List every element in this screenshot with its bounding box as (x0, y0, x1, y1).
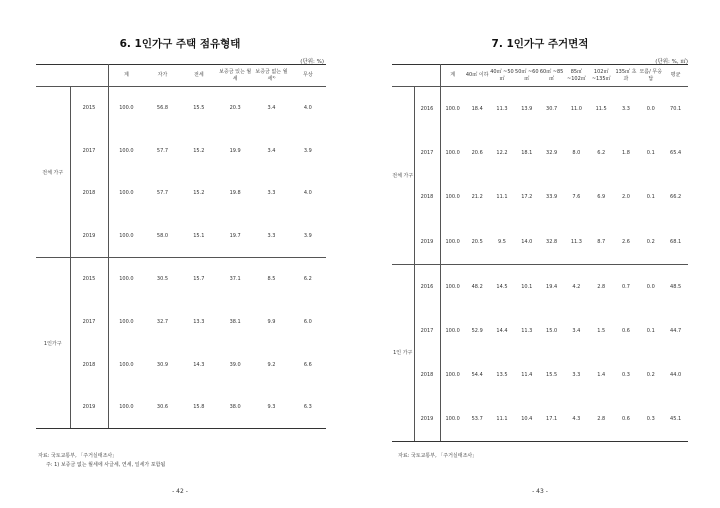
value-cell: 6.2 (597, 150, 606, 157)
page-number: - 42 - (172, 488, 188, 495)
value-cell: 3.3 (267, 190, 276, 197)
value-cell: 3.4 (572, 327, 581, 334)
value-cell: 100.0 (445, 372, 460, 379)
year-cell: 2015 (70, 258, 108, 301)
value-cell: 4.0 (303, 190, 312, 197)
group-label: 전체 가구 (392, 87, 414, 265)
group-label: 1인 가구 (392, 264, 414, 442)
value-cell: 100.0 (119, 147, 134, 154)
col-header: 무상 (290, 65, 326, 87)
value-cell: 0.6 (614, 397, 639, 441)
page-title: 6. 1인가구 주택 점유형태 (119, 38, 241, 50)
value-cell: 4.2 (572, 283, 581, 290)
value-cell: 3.3 (622, 105, 630, 112)
year-cell: 2019 (414, 397, 440, 441)
source-note: 자료: 국토교통부, 「주거실태조사」 (398, 453, 478, 459)
value-cell: 19.9 (229, 147, 241, 154)
table-row (392, 308, 688, 352)
unit-label: (단위: %) (300, 59, 324, 65)
value-cell: 9.5 (490, 220, 515, 264)
value-cell: 100.0 (445, 283, 460, 290)
year-cell: 2019 (70, 386, 108, 429)
col-header: 계 (108, 65, 144, 87)
value-cell: 18.1 (521, 150, 533, 157)
value-cell: 38.0 (217, 386, 253, 429)
table-row (392, 131, 688, 175)
year-cell: 2018 (70, 172, 108, 215)
value-cell: 0.3 (622, 372, 630, 379)
value-cell: 11.5 (595, 105, 607, 112)
table-row (36, 129, 326, 172)
value-cell: 15.8 (181, 386, 217, 429)
value-cell: 15.2 (193, 190, 205, 197)
value-cell: 58.0 (144, 215, 180, 258)
value-cell: 15.7 (193, 276, 205, 283)
value-cell: 3.9 (303, 147, 312, 154)
value-cell: 19.4 (546, 283, 558, 290)
value-cell: 0.1 (646, 194, 655, 201)
col-header: 자가 (144, 65, 180, 87)
value-cell: 0.1 (646, 327, 655, 334)
year-cell: 2018 (70, 343, 108, 386)
value-cell: 11.3 (564, 220, 589, 264)
col-header: 40㎡ 이하 (465, 65, 490, 87)
value-cell: 6.2 (303, 276, 312, 283)
value-cell: 1.5 (597, 327, 606, 334)
year-cell: 2017 (70, 300, 108, 343)
value-cell: 30.5 (156, 276, 169, 283)
year-cell: 2017 (70, 129, 108, 172)
value-cell: 100.0 (119, 276, 134, 283)
value-cell: 20.5 (465, 220, 490, 264)
value-cell: 100.0 (108, 386, 144, 429)
year-cell: 2019 (70, 215, 108, 258)
value-cell: 15.1 (181, 215, 217, 258)
table-row (36, 87, 326, 130)
value-cell: 3.3 (572, 372, 581, 379)
page-number: - 43 - (532, 488, 548, 495)
year-cell: 2017 (414, 131, 440, 175)
value-cell: 15.5 (546, 372, 558, 379)
col-header: 계 (440, 65, 465, 87)
value-cell: 4.3 (564, 397, 589, 441)
value-cell: 32.7 (156, 318, 169, 325)
value-cell: 15.0 (546, 327, 558, 334)
value-cell: 3.3 (253, 215, 289, 258)
value-cell: 17.1 (539, 397, 564, 441)
value-cell: 17.2 (521, 194, 533, 201)
floor-area-table (392, 64, 688, 442)
value-cell: 44.7 (670, 327, 682, 334)
value-cell: 13.5 (496, 372, 508, 379)
value-cell: 100.0 (440, 220, 465, 264)
col-header: 60㎡ ~85㎡ (539, 65, 564, 87)
value-cell: 32.9 (546, 150, 558, 157)
unit-label: (단위: %, ㎡) (655, 59, 688, 65)
value-cell: 21.2 (471, 194, 483, 201)
value-cell: 10.4 (514, 397, 539, 441)
table-row (36, 386, 326, 429)
value-cell: 3.9 (290, 215, 326, 258)
group-label: 전체 가구 (36, 87, 70, 258)
table-row (392, 87, 688, 131)
value-cell: 38.1 (229, 318, 241, 325)
value-cell: 53.7 (465, 397, 490, 441)
year-cell: 2018 (414, 353, 440, 397)
value-cell: 2.8 (589, 397, 614, 441)
value-cell: 37.1 (229, 276, 241, 283)
table-row (36, 343, 326, 386)
value-cell: 39.0 (229, 361, 241, 368)
value-cell: 13.3 (193, 318, 205, 325)
value-cell: 2.6 (614, 220, 639, 264)
value-cell: 10.1 (521, 283, 533, 290)
tenure-table (36, 64, 326, 429)
value-cell: 0.2 (646, 372, 655, 379)
value-cell: 4.0 (303, 105, 312, 112)
page-title: 7. 1인가구 주거면적 (491, 38, 589, 50)
header-blank (392, 65, 440, 87)
year-cell: 2019 (414, 220, 440, 264)
value-cell: 7.6 (572, 194, 581, 201)
col-header: 보증금 있는 월세 (217, 65, 253, 87)
value-cell: 30.9 (156, 361, 169, 368)
col-header: 보증금 없는 월세¹⁾ (253, 65, 289, 87)
value-cell: 0.0 (646, 283, 655, 290)
value-cell: 15.2 (193, 147, 205, 154)
value-cell: 3.4 (267, 105, 276, 112)
value-cell: 30.6 (144, 386, 180, 429)
value-cell: 0.2 (638, 220, 663, 264)
value-cell: 45.1 (663, 397, 688, 441)
value-cell: 11.1 (496, 194, 508, 201)
value-cell: 100.0 (445, 327, 460, 334)
value-cell: 48.5 (670, 283, 682, 290)
value-cell: 57.7 (156, 190, 169, 197)
value-cell: 20.6 (471, 150, 483, 157)
value-cell: 14.5 (496, 283, 508, 290)
header-blank (36, 65, 108, 87)
value-cell: 48.2 (471, 283, 483, 290)
value-cell: 6.6 (303, 361, 312, 368)
table-row (392, 220, 688, 264)
value-cell: 19.7 (217, 215, 253, 258)
value-cell: 57.7 (156, 147, 169, 154)
value-cell: 11.1 (490, 397, 515, 441)
value-cell: 2.0 (622, 194, 630, 201)
year-cell: 2018 (414, 175, 440, 219)
value-cell: 6.3 (290, 386, 326, 429)
value-cell: 30.7 (546, 105, 558, 112)
value-cell: 8.7 (589, 220, 614, 264)
year-cell: 2016 (414, 87, 440, 131)
page-43 (360, 0, 720, 508)
value-cell: 19.8 (229, 190, 241, 197)
value-cell: 13.9 (521, 105, 533, 112)
value-cell: 54.4 (471, 372, 483, 379)
year-cell: 2015 (70, 87, 108, 130)
year-cell: 2017 (414, 308, 440, 352)
value-cell: 0.6 (622, 327, 630, 334)
value-cell: 6.0 (303, 318, 312, 325)
value-cell: 33.9 (546, 194, 558, 201)
table-row (36, 258, 326, 301)
table-row (392, 353, 688, 397)
value-cell: 11.0 (570, 105, 582, 112)
value-cell: 0.1 (646, 150, 655, 157)
col-header: 50㎡ ~60㎡ (514, 65, 539, 87)
value-cell: 15.5 (193, 105, 205, 112)
value-cell: 8.0 (572, 150, 581, 157)
value-cell: 2.8 (597, 283, 606, 290)
value-cell: 9.9 (267, 318, 276, 325)
value-cell: 100.0 (445, 105, 460, 112)
value-cell: 11.4 (521, 372, 533, 379)
value-cell: 66.2 (670, 194, 682, 201)
value-cell: 8.5 (267, 276, 276, 283)
value-cell: 68.1 (663, 220, 688, 264)
value-cell: 100.0 (119, 361, 134, 368)
value-cell: 70.1 (670, 105, 682, 112)
value-cell: 56.8 (156, 105, 169, 112)
value-cell: 100.0 (119, 190, 134, 197)
value-cell: 6.9 (597, 194, 606, 201)
value-cell: 20.3 (229, 105, 241, 112)
value-cell: 9.3 (253, 386, 289, 429)
col-header: 85㎡ ~102㎡ (564, 65, 589, 87)
value-cell: 1.8 (622, 150, 630, 157)
table-row (392, 264, 688, 308)
value-cell: 18.4 (471, 105, 483, 112)
value-cell: 100.0 (108, 215, 144, 258)
source-note: 자료: 국토교통부, 「주거실태조사」 (38, 453, 118, 459)
value-cell: 100.0 (119, 105, 134, 112)
value-cell: 3.4 (267, 147, 276, 154)
value-cell: 100.0 (445, 150, 460, 157)
value-cell: 9.2 (267, 361, 276, 368)
year-cell: 2016 (414, 264, 440, 308)
value-cell: 14.0 (514, 220, 539, 264)
value-cell: 12.2 (496, 150, 508, 157)
value-cell: 0.7 (622, 283, 630, 290)
value-cell: 14.4 (496, 327, 508, 334)
value-cell: 65.4 (670, 150, 682, 157)
value-cell: 32.8 (539, 220, 564, 264)
table-row (36, 172, 326, 215)
value-cell: 14.3 (193, 361, 205, 368)
value-cell: 0.0 (646, 105, 655, 112)
col-header: 평균 (663, 65, 688, 87)
group-label: 1인가구 (36, 258, 70, 429)
value-cell: 100.0 (119, 318, 134, 325)
col-header: 40㎡ ~50㎡ (490, 65, 515, 87)
value-cell: 100.0 (440, 397, 465, 441)
col-header: 135㎡ 초과 (614, 65, 639, 87)
value-cell: 100.0 (445, 194, 460, 201)
table-row (36, 300, 326, 343)
value-cell: 11.3 (496, 105, 508, 112)
footnote: 주: 1) 보증금 없는 월세에 사글세, 연세, 일세가 포함됨 (46, 462, 166, 468)
col-header: 모름/ 무응답 (638, 65, 663, 87)
value-cell: 44.0 (670, 372, 682, 379)
value-cell: 1.4 (597, 372, 606, 379)
table-row (392, 175, 688, 219)
col-header: 102㎡ ~135㎡ (589, 65, 614, 87)
col-header: 전세 (181, 65, 217, 87)
value-cell: 11.3 (521, 327, 533, 334)
table-row (392, 397, 688, 441)
value-cell: 0.3 (638, 397, 663, 441)
value-cell: 52.9 (471, 327, 483, 334)
table-row (36, 215, 326, 258)
